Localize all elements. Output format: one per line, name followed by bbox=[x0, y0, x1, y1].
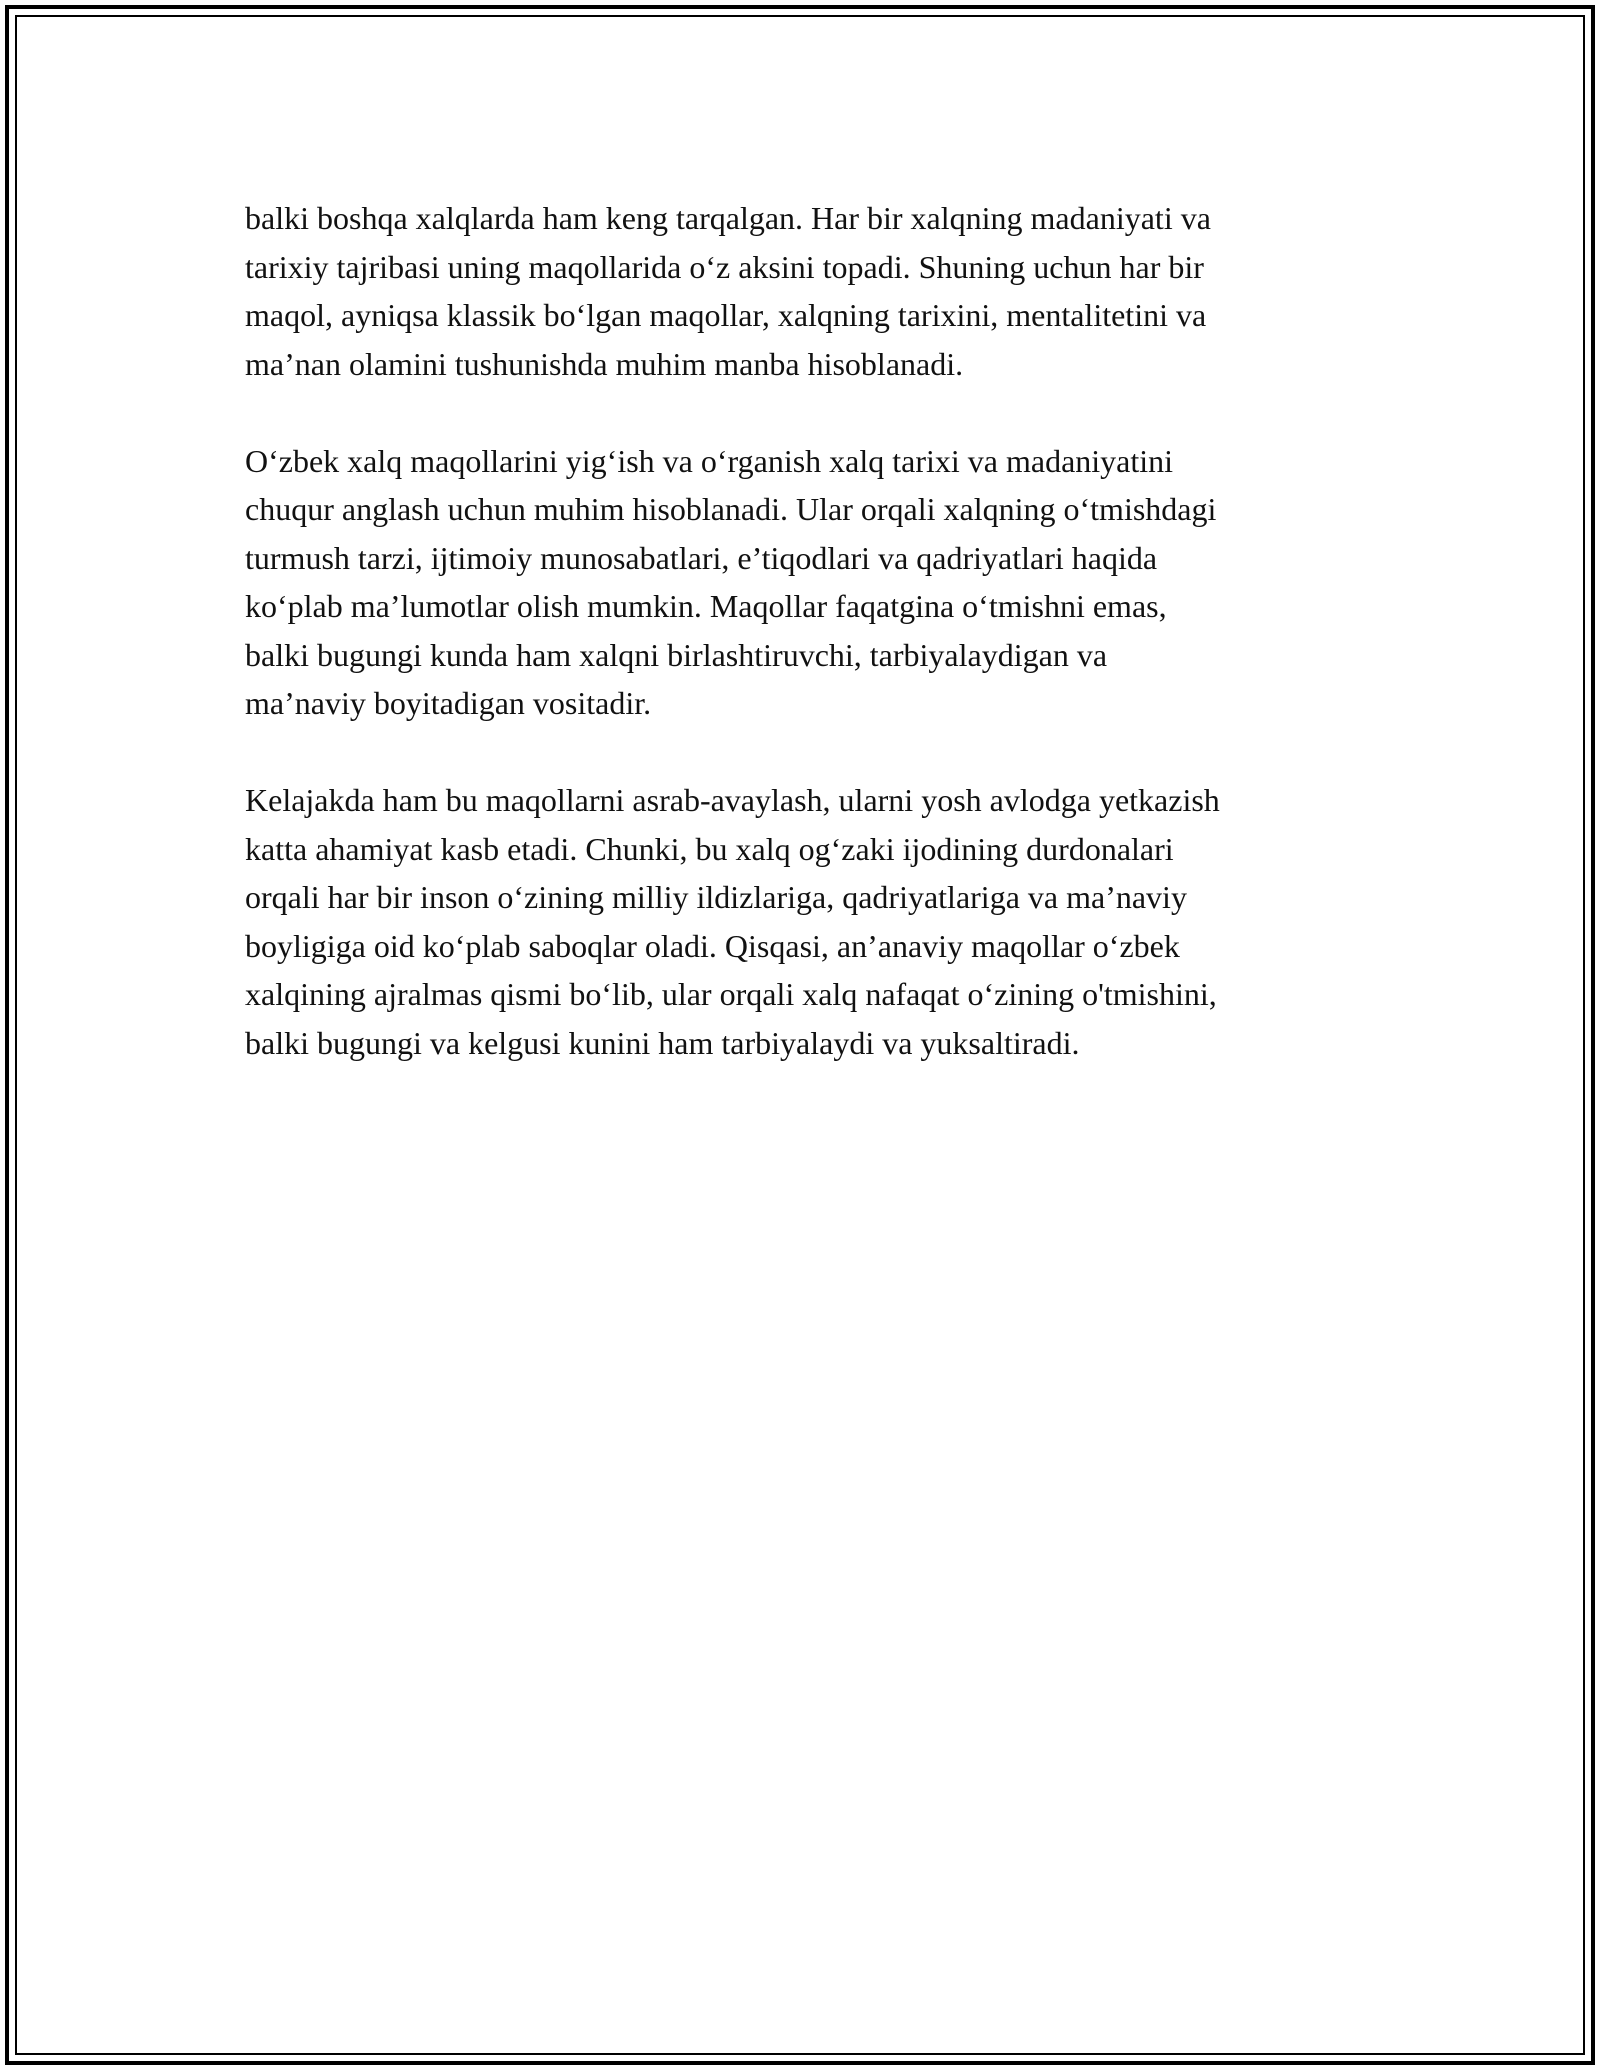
text-line: balki bugungi va kelgusi kunini ham tarbiyalaydi va yuksaltiradi. bbox=[245, 1024, 1080, 1061]
text-line: katta ahamiyat kasb etadi. Chunki, bu xalq og‘zaki ijodining durdonalari bbox=[245, 830, 1174, 867]
text-line: O‘zbek xalq maqollarini yig‘ish va o‘rganish xalq tarixi va madaniyatini bbox=[245, 442, 1174, 479]
text-line: Kelajakda ham bu maqollarni asrab-avaylash, ularni yosh avlodga yetkazish bbox=[245, 782, 1220, 818]
text-line: chuqur anglash uchun muhim hisoblanadi. Ular orqali xalqning o‘tmishdagi bbox=[245, 491, 1217, 527]
text-line: ko‘plab ma’lumotlar olish mumkin. Maqollar faqatgina o‘tmishni emas, bbox=[245, 588, 1167, 624]
text-line: ma’naviy boyitadigan vositadir. bbox=[245, 685, 652, 721]
text-line: ma’nan olamini tushunishda muhim manba hisoblanadi. bbox=[245, 345, 964, 382]
text-line: orqali har bir inson o‘zining milliy ildizlariga, qadriyatlariga va ma’naviy bbox=[245, 879, 1187, 915]
text-line: boyligiga oid ko‘plab saboqlar oladi. Qisqasi, an’anaviy maqollar o‘zbek bbox=[245, 927, 1180, 964]
paragraph-1 bbox=[245, 194, 1385, 388]
paragraph-2 bbox=[245, 437, 1385, 728]
text-line: tarixiy tajribasi uning maqollarida o‘z aksini topadi. Shuning uchun har bir bbox=[245, 248, 1204, 285]
text-line: balki bugungi kunda ham xalqni birlashtiruvchi, tarbiyalaydigan va bbox=[245, 636, 1108, 673]
text-line: maqol, ayniqsa klassik bo‘lgan maqollar, xalqning tarixini, mentalitetini va bbox=[245, 297, 1207, 333]
text-line: balki boshqa xalqlarda ham keng tarqalgan. Har bir xalqning madaniyati va bbox=[245, 200, 1211, 236]
text-line: xalqining ajralmas qismi bo‘lib, ular orqali xalq nafaqat o‘zining o'tmishini, bbox=[245, 976, 1217, 1012]
document-body bbox=[245, 194, 1385, 1116]
text-line: turmush tarzi, ijtimoiy munosabatlari, e’tiqodlari va qadriyatlari haqida bbox=[245, 539, 1158, 576]
paragraph-3 bbox=[245, 776, 1385, 1067]
page-frame bbox=[5, 5, 1595, 2065]
